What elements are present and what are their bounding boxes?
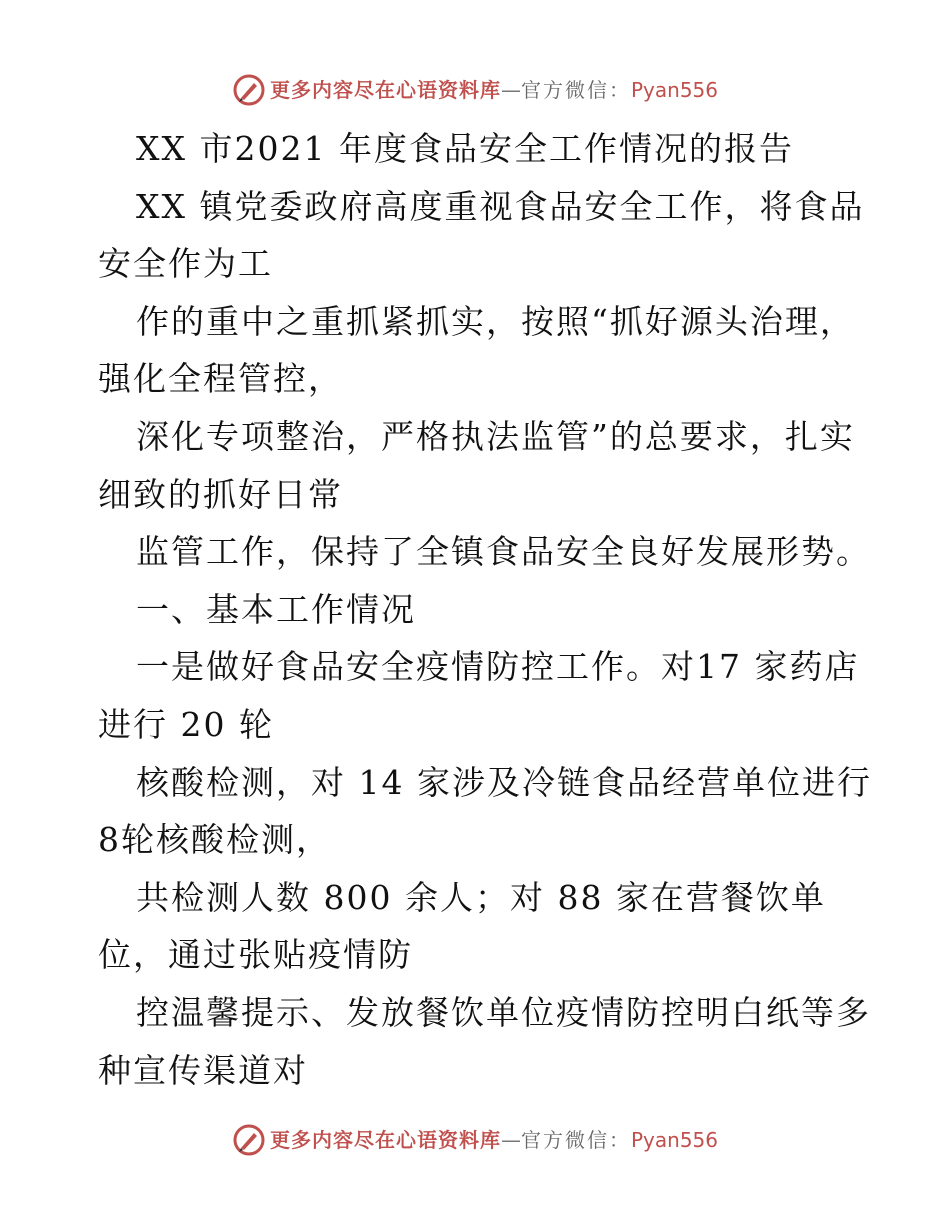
paragraph-line: 安全作为工 [98, 244, 273, 284]
pen-logo-icon [232, 1123, 266, 1157]
banner-wechat-id: Pyan556 [630, 1128, 718, 1152]
footer-banner [0, 1120, 950, 1160]
document-body [98, 120, 872, 1099]
banner-site-text: 更多内容尽在心语资料库 [269, 78, 501, 102]
paragraph-line: 共检测人数 800 余人；对 88 家在营餐饮单 [136, 877, 826, 917]
paragraph-line: 种宣传渠道对 [98, 1050, 308, 1090]
paragraph-line: 进行 20 轮 [98, 704, 274, 744]
paragraph-line: 8轮核酸检测， [98, 820, 331, 860]
pen-logo-icon [232, 73, 266, 107]
paragraph-line: 作的重中之重抓紧抓实，按照“抓好源头治理， [136, 301, 855, 341]
paragraph-line: 一是做好食品安全疫情防控工作。对17 家药店 [136, 647, 860, 687]
paragraph-line: 深化专项整治，严格执法监管”的总要求，扎实 [136, 416, 855, 456]
paragraph-line: 监管工作，保持了全镇食品安全良好发展形势。 [136, 532, 871, 572]
paragraph-line: XX 镇党委政府高度重视食品安全工作，将食品 [136, 186, 865, 226]
banner-wechat-id: Pyan556 [630, 78, 718, 102]
paragraph-line: 强化全程管控， [98, 359, 343, 399]
paragraph-line: 控温馨提示、发放餐饮单位疫情防控明白纸等多 [136, 992, 871, 1032]
banner-dash: — [500, 1128, 521, 1152]
paragraph-line: 位，通过张贴疫情防 [98, 935, 413, 975]
banner-dash: — [500, 78, 521, 102]
paragraph-line: 核酸检测，对 14 家涉及冷链食品经营单位进行 [136, 762, 872, 802]
banner-wechat-label: 官方微信： [520, 1128, 631, 1152]
banner-site-text: 更多内容尽在心语资料库 [269, 1128, 501, 1152]
banner-wechat-label: 官方微信： [520, 78, 631, 102]
section-heading: 一、基本工作情况 [136, 589, 416, 629]
paragraph-line: 细致的抓好日常 [98, 474, 343, 514]
document-title: XX 市2021 年度食品安全工作情况的报告 [136, 129, 794, 168]
header-banner [0, 70, 950, 110]
